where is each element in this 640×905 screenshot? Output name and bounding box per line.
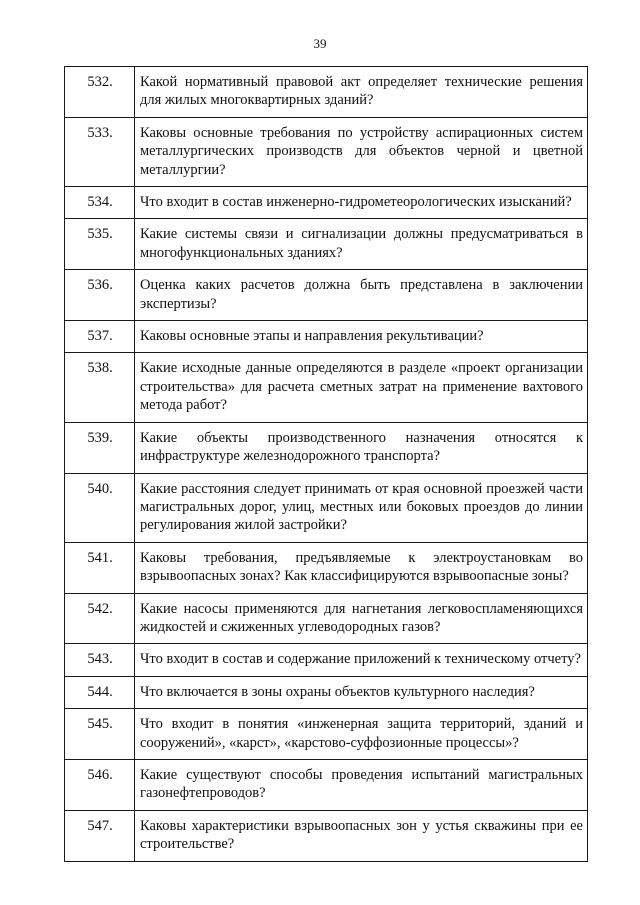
table-row — [65, 593, 588, 644]
table-row — [65, 67, 588, 118]
question-number: 535. — [65, 219, 135, 270]
question-number: 532. — [65, 67, 135, 118]
question-text: Что входит в состав инженерно-гидрометеорологических изысканий? — [135, 187, 588, 219]
table-row — [65, 270, 588, 321]
question-text: Какие системы связи и сигнализации должны предусматриваться в многофункциональных зданиях? — [135, 219, 588, 270]
question-text: Какие существуют способы проведения испытаний магистральных газонефтепроводов? — [135, 759, 588, 810]
question-number: 537. — [65, 321, 135, 353]
question-text: Какие насосы применяются для нагнетания легковоспламеняющихся жидкостей и сжиженных углеводородных газов? — [135, 593, 588, 644]
question-text: Каковы характеристики взрывоопасных зон у устья скважины при ее строительстве? — [135, 810, 588, 861]
question-number: 544. — [65, 676, 135, 708]
question-number: 543. — [65, 644, 135, 676]
table-row — [65, 709, 588, 760]
table-row — [65, 321, 588, 353]
question-number: 547. — [65, 810, 135, 861]
table-row — [65, 644, 588, 676]
table-row — [65, 759, 588, 810]
question-number: 541. — [65, 542, 135, 593]
table-row — [65, 187, 588, 219]
question-number: 536. — [65, 270, 135, 321]
question-text: Какие исходные данные определяются в разделе «проект организации строительства» для расчета сметных затрат на применение вахтового метода работ? — [135, 353, 588, 422]
table-row — [65, 810, 588, 861]
table-row — [65, 676, 588, 708]
question-text: Что входит в понятия «инженерная защита территорий, зданий и сооружений», «карст», «карстово-суффозионные процессы»? — [135, 709, 588, 760]
question-text: Какие расстояния следует принимать от края основной проезжей части магистральных дорог, улиц, местных или боковых проездов до линии регулирования жилой застройки? — [135, 473, 588, 542]
question-text: Оценка каких расчетов должна быть представлена в заключении экспертизы? — [135, 270, 588, 321]
question-number: 538. — [65, 353, 135, 422]
table-row — [65, 117, 588, 186]
question-number: 546. — [65, 759, 135, 810]
question-text: Каковы требования, предъявляемые к электроустановкам во взрывоопасных зонах? Как классифицируются взрывоопасные зоны? — [135, 542, 588, 593]
question-text: Что входит в состав и содержание приложений к техническому отчету? — [135, 644, 588, 676]
question-number: 540. — [65, 473, 135, 542]
page-number: 39 — [313, 36, 327, 51]
table-row — [65, 353, 588, 422]
question-number: 533. — [65, 117, 135, 186]
table-row — [65, 422, 588, 473]
question-text: Какой нормативный правовой акт определяет технические решения для жилых многоквартирных зданий? — [135, 67, 588, 118]
table-row — [65, 473, 588, 542]
question-text: Каковы основные требования по устройству аспирационных систем металлургических производств для объектов черной и цветной металлургии? — [135, 117, 588, 186]
question-number: 534. — [65, 187, 135, 219]
table-row — [65, 219, 588, 270]
table-row — [65, 542, 588, 593]
question-text: Что включается в зоны охраны объектов культурного наследия? — [135, 676, 588, 708]
questions-table — [64, 66, 588, 862]
question-text: Какие объекты производственного назначения относятся к инфраструктуре железнодорожного транспорта? — [135, 422, 588, 473]
question-number: 542. — [65, 593, 135, 644]
question-number: 545. — [65, 709, 135, 760]
question-text: Каковы основные этапы и направления рекультивации? — [135, 321, 588, 353]
question-number: 539. — [65, 422, 135, 473]
